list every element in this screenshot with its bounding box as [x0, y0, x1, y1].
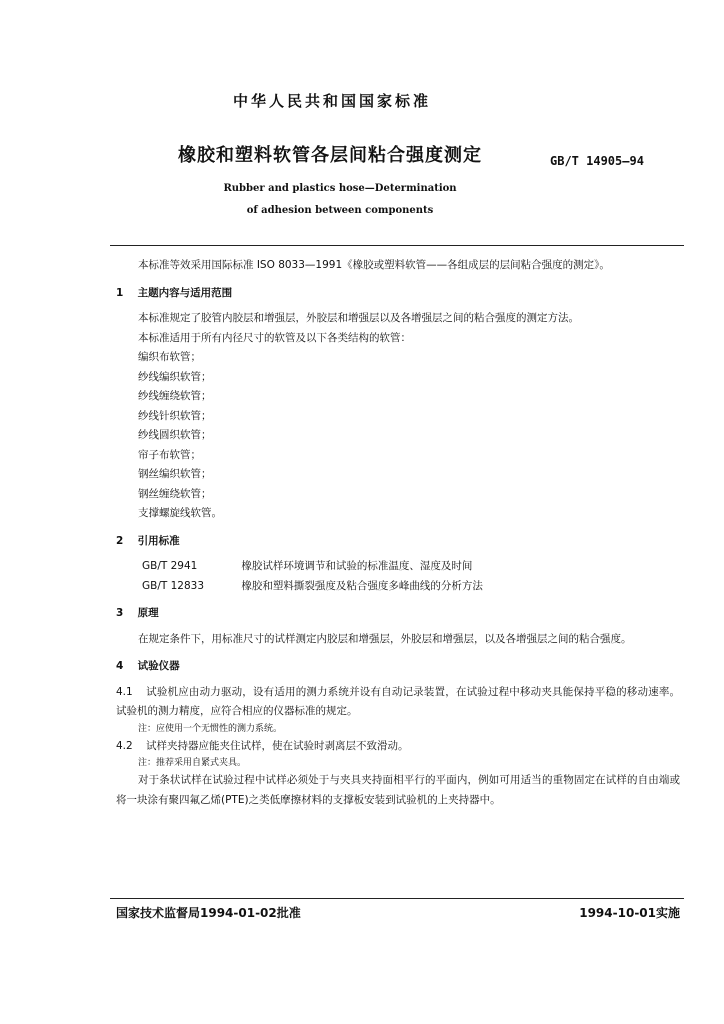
clause-number: 4.2: [116, 739, 133, 752]
clause-number: 4.1: [116, 685, 133, 698]
reference-code: GB/T 12833: [142, 579, 205, 592]
reference-code: GB/T 2941: [142, 560, 198, 572]
reference-title: 橡胶和塑料撕裂强度及粘合强度多峰曲线的分析方法: [241, 579, 483, 592]
section-3-paragraph: 在规定条件下，用标准尺寸的试样测定内胶层和增强层，外胶层和增强层，以及各增强层之间的粘合强度。: [138, 632, 632, 645]
section-title: 引用标准: [137, 534, 180, 547]
section-number: 2: [116, 534, 124, 547]
reference-item: [116, 557, 680, 577]
list-item: 纱线编织软管；: [138, 370, 212, 383]
standard-country-heading: 中华人民共和国国家标准: [232, 92, 431, 110]
list-item: 纱线缠绕软管；: [138, 390, 212, 402]
list-item: 编织布软管；: [138, 351, 201, 363]
section-title: 原理: [137, 607, 159, 619]
section-2-heading: [116, 532, 680, 552]
section-4-heading: [116, 657, 680, 677]
section-4-paragraph: 对于条状试样在试验过程中试样必须处于与夹具夹持面相平行的平面内，例如可用适当的重物固定在试样的自由端或将一块涂有聚四氟乙烯(PTE)之类低摩擦材料的支撑板安装到试验机的上夹持器中。: [116, 774, 680, 806]
section-number: 1: [116, 286, 124, 299]
section-title: 主题内容与适用范围: [137, 286, 233, 299]
document-body: [116, 256, 680, 810]
section-number: 4: [116, 660, 124, 672]
footer-divider: [110, 898, 684, 899]
clause-4-2: [116, 737, 680, 757]
reference-title: 橡胶试样环境调节和试验的标准温度、湿度及时间: [241, 560, 473, 572]
list-item: 钢丝缠绕软管；: [138, 487, 212, 500]
list-item: 支撑螺旋线软管。: [138, 507, 222, 519]
reference-item: [116, 577, 680, 597]
title-en-line2: of adhesion between components: [246, 205, 434, 216]
header-divider: [110, 245, 684, 246]
document-title-chinese: 橡胶和塑料软管各层间粘合强度测定: [178, 145, 482, 166]
list-item: 纱线圆织软管；: [138, 429, 212, 441]
note-4-1: 注：应使用一个无惯性的测力系统。: [138, 723, 283, 734]
section-1-heading: [116, 284, 680, 304]
note-4-2: 注：推荐采用自紧式夹具。: [138, 758, 247, 768]
clause-4-1: [116, 683, 680, 722]
standard-code: GB/T 14905—94: [550, 154, 644, 168]
section-3-heading: [116, 604, 680, 624]
list-item: 钢丝编织软管；: [138, 468, 212, 480]
clause-text: 试验机应由动力驱动，设有适用的测力系统并设有自动记录装置，在试验过程中移动夹具能保持平稳的移动速率。试验机的测力精度，应符合相应的仪器标准的规定。: [116, 685, 680, 717]
clause-text: 试样夹持器应能夹住试样，使在试验时剥离层不致滑动。: [146, 739, 409, 752]
list-item: 帘子布软管；: [138, 448, 201, 461]
document-title-english: [160, 178, 520, 222]
approval-date: 国家技术监督局1994-01-02批准: [116, 906, 301, 920]
section-title: 试验仪器: [137, 660, 180, 672]
section-1-paragraph-2: 本标准适用于所有内径尺寸的软管及以下各类结构的软管：: [138, 331, 411, 344]
section-1-paragraph-1: 本标准规定了胶管内胶层和增强层，外胶层和增强层以及各增强层之间的粘合强度的测定方法。: [138, 312, 579, 324]
intro-paragraph: 本标准等效采用国际标准 ISO 8033—1991《橡胶或塑料软管——各组成层的层间粘合强度的测定》。: [138, 259, 610, 271]
section-number: 3: [116, 607, 124, 619]
implementation-date: 1994-10-01实施: [579, 906, 680, 920]
title-en-line1: Rubber and plastics hose—Determination: [223, 183, 457, 194]
list-item: 纱线针织软管；: [138, 409, 212, 422]
